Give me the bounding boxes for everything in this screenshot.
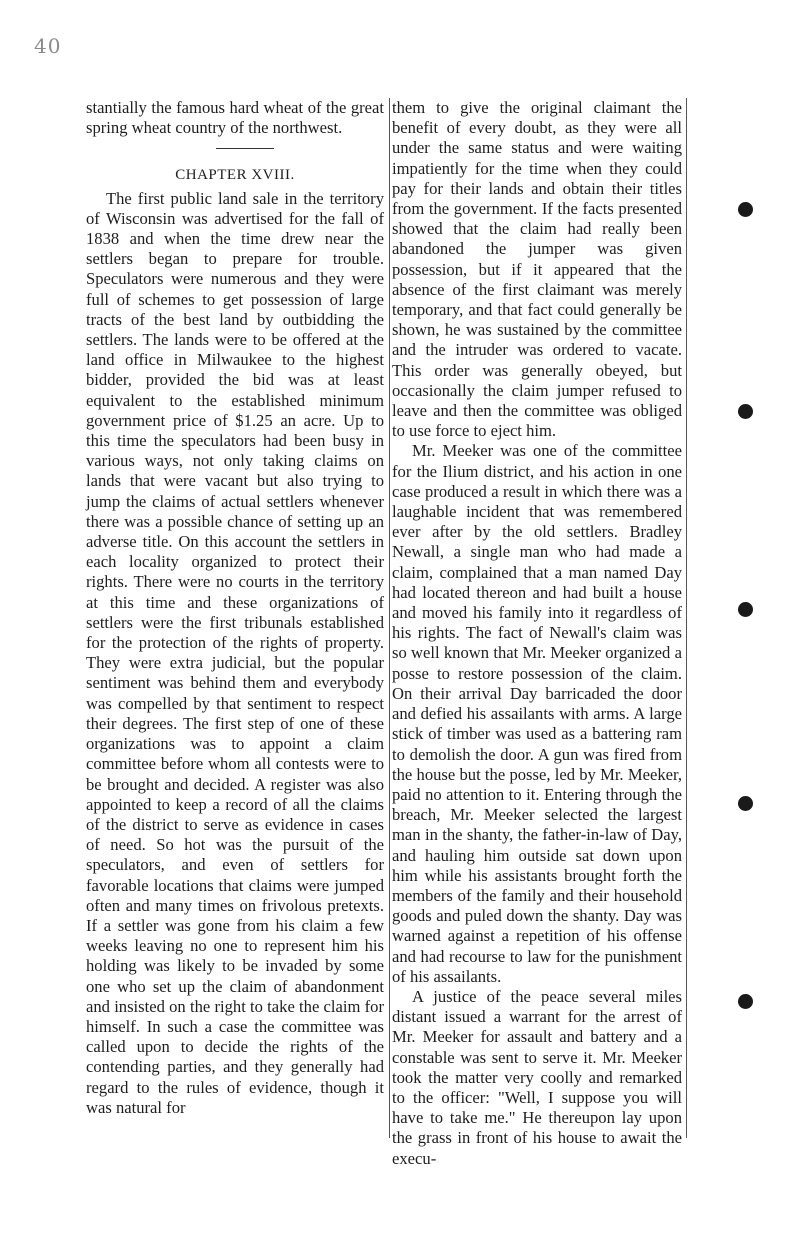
binding-hole bbox=[738, 602, 753, 617]
section-divider bbox=[216, 148, 274, 149]
binding-hole bbox=[738, 796, 753, 811]
left-column bbox=[86, 98, 384, 1118]
right-column bbox=[392, 98, 682, 1169]
chapter-heading: CHAPTER XVIII. bbox=[175, 167, 295, 184]
binding-hole bbox=[738, 404, 753, 419]
column-divider bbox=[389, 98, 390, 1138]
binding-hole bbox=[738, 202, 753, 217]
opening-paragraph: stantially the famous hard wheat of the great spring wheat country of the northwest. bbox=[86, 98, 384, 138]
continued-paragraph: them to give the original claimant the benefit of every doubt, as they were all under the same status and were waiting impatiently for the time when they could pay for their lands and obtain their titles from the government. If the facts presented showed that the claim had really been abandoned the jumper was given possession, but if it appeared that the absence of the first claimant was merely temporary, and that fact could generally be shown, he was sustained by the committee and the intruder was ordered to vacate. This order was generally obeyed, but occasionally the claim jumper refused to leave and then the committee was obliged to use force to eject him. bbox=[392, 98, 682, 441]
body-paragraph: A justice of the peace several miles distant issued a warrant for the arrest of Mr. Meeker for assault and battery and a constable was sent to serve it. Mr. Meeker took the matter very coolly and remarked to the officer: "Well, I suppose you will have to take me." He thereupon lay upon the grass in front of his house to await the execu- bbox=[392, 986, 682, 1168]
page-number: 40 bbox=[34, 34, 62, 58]
right-margin-rule bbox=[686, 98, 687, 1138]
body-paragraph: The first public land sale in the territory of Wisconsin was advertised for the fall of 1838 and when the time drew near the settlers began to prepare for trouble. Speculators were numerous and they were full of schemes to get possession of large tracts of the best land by outbidding the settlers. The lands were to be offered at the land office in Milwaukee to the highest bidder, provided the bid was at least equivalent to the established minimum government price of $1.25 an acre. Up to this time the speculators had been busy in various ways, not only taking claims on lands that were vacant but also trying to jump the claims of actual settlers whenever there was a possible chance of setting up an adverse title. On this account the settlers in each locality organized to protect their rights. There were no courts in the territory at this time and these organizations of settlers were the first tribunals established for the protection of the rights of property. They were extra judicial, but the popular sentiment was behind them and everybody was compelled by that sentiment to respect their degrees. The first step of one of these organizations was to appoint a claim committee before whom all contests were to be brought and decided. A register was also appointed to keep a record of all the claims of the district to serve as evidence in cases of need. So hot was the pursuit of the speculators, and even of settlers for favorable locations that claims were jumped often and many times on frivolous pretexts. If a settler was gone from his claim a few weeks leaving no one to represent him his holding was likely to be invaded by some one who set up the claim of abandonment and insisted on the right to take the claim for himself. In such a case the committee was called upon to decide the rights of the contending parties, and they generally had regard to the rules of evidence, though it was natural for bbox=[86, 188, 384, 1117]
binding-hole bbox=[738, 994, 753, 1009]
body-paragraph: Mr. Meeker was one of the committee for the Ilium district, and his action in one case produced a result in which there was a laughable incident that was remembered ever after by the old settlers. Bradley Newall, a single man who had made a claim, complained that a man named Day had located thereon and had built a house and moved his family into it regardless of his rights. The fact of Newall's claim was so well known that Mr. Meeker organized a posse to restore possession of the claim. On their arrival Day barricaded the door and defied his assailants with arms. A large stick of timber was used as a battering ram to demolish the door. A gun was fired from the house but the posse, led by Mr. Meeker, paid no attention to it. Entering through the breach, Mr. Meeker selected the largest man in the shanty, the father-in-law of Day, and hauling him outside sat down upon him while his assistants brought forth the members of the family and their household goods and puled down the shanty. Day was warned against a repetition of his offense and had recourse to law for the punishment of his assailants. bbox=[392, 441, 682, 986]
